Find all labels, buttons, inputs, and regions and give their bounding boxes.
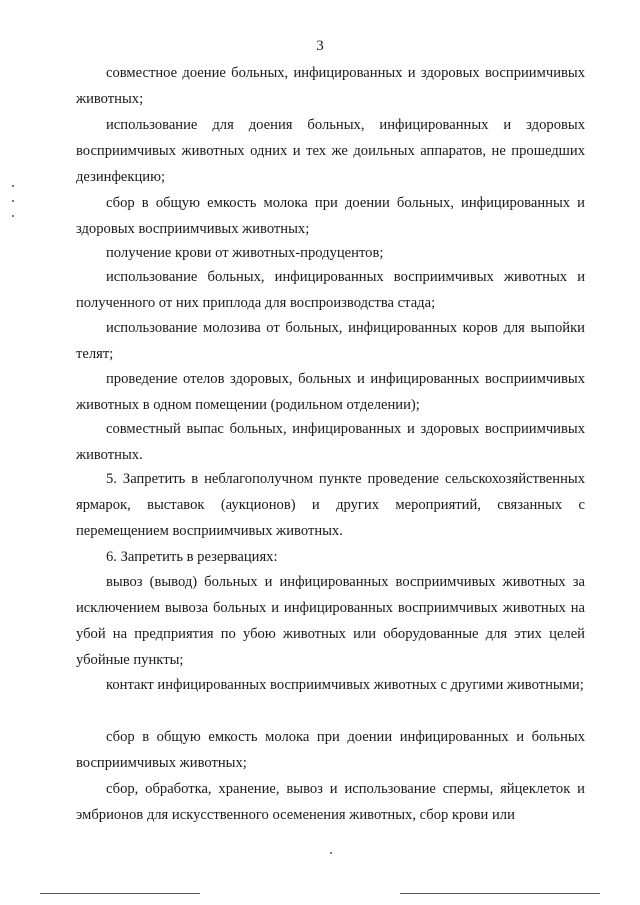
- scan-artifact: [12, 185, 14, 187]
- paragraph-6: использование молозива от больных, инфицированных коров для выпойки телят;: [76, 320, 585, 362]
- paragraph-4: получение крови от животных-продуцентов;: [106, 245, 384, 261]
- paragraph-5: использование больных, инфицированных восприимчивых животных и полученного от них приплода для воспроизводства стада;: [76, 269, 585, 311]
- scan-edge-line: [400, 893, 600, 894]
- scan-artifact: [12, 215, 14, 217]
- scan-artifact: [330, 852, 332, 854]
- paragraph-7: проведение отелов здоровых, больных и инфицированных восприимчивых животных в одном помещении (родильном отделении);: [76, 371, 585, 413]
- paragraph-14: сбор, обработка, хранение, вывоз и использование спермы, яйцеклеток и эмбрионов для искусственного осеменения животных, сбор крови или: [76, 781, 585, 823]
- paragraph-1: совместное доение больных, инфицированных и здоровых восприимчивых животных;: [76, 65, 585, 107]
- page-number: 3: [316, 38, 324, 54]
- paragraph-2: использование для доения больных, инфицированных и здоровых восприимчивых животных одних и тех же доильных аппаратов, не прошедших дезинфекцию;: [76, 117, 585, 185]
- paragraph-13: сбор в общую емкость молока при доении инфицированных и больных восприимчивых животных;: [76, 729, 585, 771]
- scan-edge-line: [40, 893, 200, 894]
- paragraph-10: 6. Запретить в резервациях:: [106, 549, 278, 565]
- paragraph-8: совместный выпас больных, инфицированных и здоровых восприимчивых животных.: [76, 421, 585, 463]
- paragraph-9: 5. Запретить в неблагополучном пункте проведение сельскохозяйственных ярмарок, выставок (аукционов) и других мероприятий, связанных с перемещением восприимчивых животных.: [76, 471, 585, 539]
- scan-artifact: [12, 200, 14, 202]
- paragraph-11: вывоз (вывод) больных и инфицированных восприимчивых животных за исключением вывоза больных и инфицированных восприимчивых животных на убой на предприятия по убою животных или оборудованные для этих целей убойные пункты;: [76, 574, 585, 668]
- paragraph-12: контакт инфицированных восприимчивых животных с другими животными;: [106, 677, 584, 693]
- paragraph-3: сбор в общую емкость молока при доении больных, инфицированных и здоровых восприимчивых животных;: [76, 195, 585, 237]
